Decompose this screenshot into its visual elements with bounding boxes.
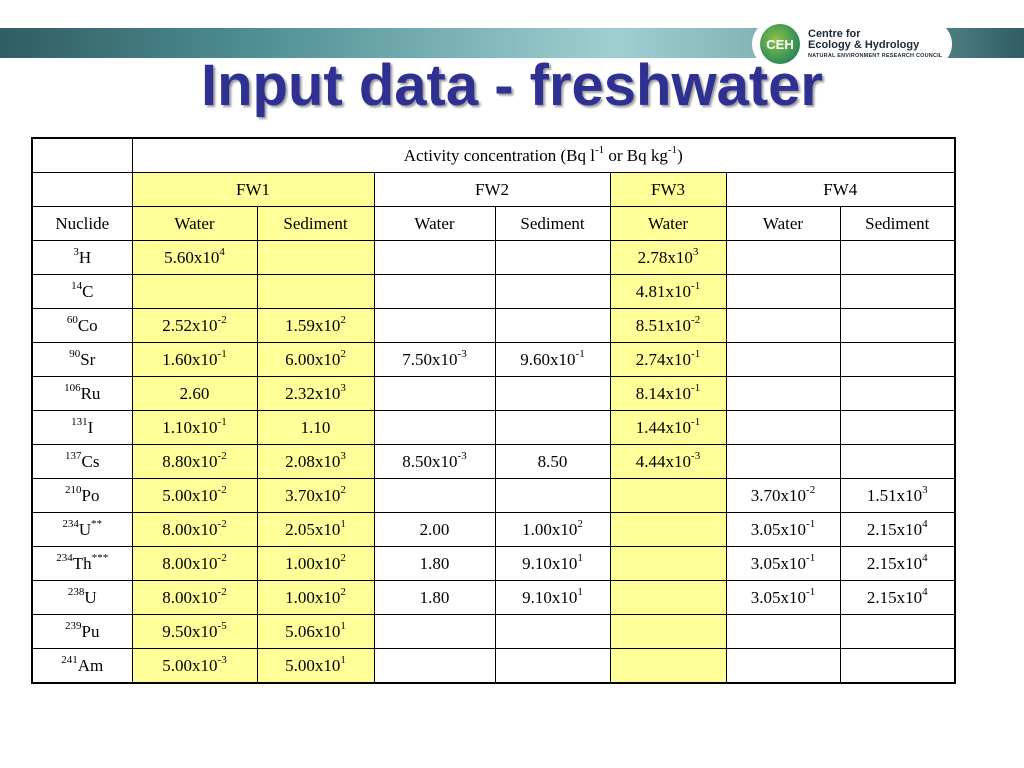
element-symbol: Th <box>72 553 92 573</box>
nuclide-cell <box>32 615 132 649</box>
value-cell <box>610 513 726 547</box>
value-mantissa: 2.78x10 <box>637 247 693 267</box>
mass-number: 238 <box>67 585 85 598</box>
value-cell <box>257 309 374 343</box>
value-cell <box>257 547 374 581</box>
element-symbol: Cs <box>81 451 100 471</box>
value-cell <box>495 411 610 445</box>
value-cell <box>495 547 610 581</box>
value-mantissa: 2.08x10 <box>285 451 341 471</box>
value-exponent: -1 <box>806 517 816 530</box>
value-mantissa: 2.05x10 <box>285 519 341 539</box>
value-exponent: 4 <box>922 551 928 564</box>
value-cell <box>495 513 610 547</box>
value-cell <box>374 581 495 615</box>
value-cell <box>132 479 257 513</box>
value-exponent: -1 <box>691 279 701 292</box>
value-exponent: -1 <box>806 585 816 598</box>
value-mantissa: 3.70x10 <box>750 485 807 505</box>
element-symbol: Pu <box>81 621 100 641</box>
value-exponent: 2 <box>340 551 346 564</box>
value-exponent: -2 <box>217 313 227 326</box>
value-mantissa: 5.00x10 <box>285 655 341 675</box>
value-mantissa: 4.81x10 <box>635 281 692 301</box>
value-exponent: -2 <box>691 313 701 326</box>
value-exponent: 1 <box>340 619 346 632</box>
nuclide-cell <box>32 411 132 445</box>
element-symbol: H <box>78 247 92 267</box>
value-cell <box>257 513 374 547</box>
table-row <box>32 377 955 411</box>
nuclide-cell <box>32 275 132 309</box>
value-cell <box>257 649 374 684</box>
value-mantissa: 9.10x10 <box>522 553 578 573</box>
value-cell <box>840 343 955 377</box>
value-mantissa: 8.00x10 <box>162 553 218 573</box>
value-exponent: -2 <box>217 449 227 462</box>
value-cell <box>726 275 840 309</box>
value-mantissa: 1.00x10 <box>285 587 341 607</box>
header-row-media <box>32 207 955 241</box>
value-exponent: -3 <box>217 653 227 666</box>
value-mantissa: 1.60x10 <box>162 349 218 369</box>
table-row <box>32 547 955 581</box>
table-row <box>32 649 955 684</box>
nuclide-footnote-mark: *** <box>91 551 109 564</box>
table-row <box>32 275 955 309</box>
value-mantissa: 1.59x10 <box>285 315 341 335</box>
mass-number: 210 <box>65 483 82 496</box>
value-cell <box>495 581 610 615</box>
value-exponent: 3 <box>692 245 699 258</box>
value-mantissa: 2.15x10 <box>866 553 923 573</box>
value-exponent: -3 <box>691 449 701 462</box>
nuclide-header: Nuclide <box>32 207 132 241</box>
value-cell <box>257 377 374 411</box>
element-symbol: Co <box>77 315 98 335</box>
table-row <box>32 343 955 377</box>
value-cell <box>257 275 374 309</box>
value-exponent: 2 <box>340 313 346 326</box>
value-cell <box>610 377 726 411</box>
activity-text-1: Activity concentration (Bq l <box>403 145 595 165</box>
value-mantissa: 8.00x10 <box>162 587 218 607</box>
value-cell <box>132 343 257 377</box>
value-cell <box>495 479 610 513</box>
value-cell <box>132 309 257 343</box>
slide-title: Input data - freshwater <box>201 53 823 118</box>
blank-cell <box>32 173 132 207</box>
value-mantissa: 6.00x10 <box>285 349 341 369</box>
value-mantissa: 8.00x10 <box>162 519 218 539</box>
table-row <box>32 615 955 649</box>
value-mantissa: 7.50x10 <box>402 349 458 369</box>
value-mantissa: 1.10x10 <box>162 417 218 437</box>
value-cell <box>726 411 840 445</box>
value-cell <box>132 513 257 547</box>
value-cell <box>374 411 495 445</box>
value-exponent: 2 <box>577 517 583 530</box>
value-exponent: -2 <box>217 585 227 598</box>
value-cell <box>840 547 955 581</box>
value-cell <box>132 275 257 309</box>
value-exponent: -2 <box>806 483 816 496</box>
value-cell <box>257 479 374 513</box>
nuclide-cell <box>32 241 132 275</box>
element-symbol: Am <box>77 655 104 675</box>
value-cell <box>257 445 374 479</box>
value-cell <box>132 411 257 445</box>
table-row <box>32 411 955 445</box>
value-mantissa: 2.15x10 <box>866 587 923 607</box>
value-mantissa: 2.74x10 <box>635 349 692 369</box>
nuclide-cell <box>32 479 132 513</box>
nuclide-cell <box>32 581 132 615</box>
logo-line3: NATURAL ENVIRONMENT RESEARCH COUNCIL <box>808 52 943 59</box>
value-mantissa: 1.44x10 <box>635 417 692 437</box>
value-mantissa: 2.00 <box>419 519 450 539</box>
value-cell <box>257 343 374 377</box>
freshwater-data-table <box>31 137 956 684</box>
value-mantissa: 1.00x10 <box>285 553 341 573</box>
table-row <box>32 479 955 513</box>
value-exponent: 4 <box>922 585 928 598</box>
value-cell <box>374 615 495 649</box>
value-cell <box>495 309 610 343</box>
value-cell <box>610 275 726 309</box>
value-cell <box>726 649 840 684</box>
element-symbol: Sr <box>80 349 96 369</box>
header-row-activity <box>32 138 955 173</box>
value-mantissa: 9.50x10 <box>162 621 218 641</box>
value-cell <box>374 649 495 684</box>
mass-number: 137 <box>65 449 82 462</box>
value-cell <box>257 241 374 275</box>
logo-line2: Ecology & Hydrology <box>808 39 920 52</box>
value-mantissa: 5.06x10 <box>285 621 341 641</box>
site-fw3: FW3 <box>610 173 726 207</box>
value-mantissa: 3.05x10 <box>750 553 807 573</box>
value-exponent: 2 <box>340 585 346 598</box>
value-exponent: -1 <box>806 551 816 564</box>
value-cell <box>374 241 495 275</box>
table-row <box>32 445 955 479</box>
value-mantissa: 2.52x10 <box>162 315 218 335</box>
table-row <box>32 513 955 547</box>
mass-number: 131 <box>71 415 88 428</box>
value-cell <box>610 241 726 275</box>
value-cell <box>257 411 374 445</box>
value-cell <box>610 547 726 581</box>
mass-number: 90 <box>69 347 81 360</box>
value-cell <box>840 615 955 649</box>
value-exponent: -1 <box>217 347 227 360</box>
value-exponent: 1 <box>340 653 346 666</box>
value-cell <box>840 377 955 411</box>
header-row-sites <box>32 173 955 207</box>
value-exponent: 1 <box>340 517 346 530</box>
value-cell <box>610 343 726 377</box>
nuclide-footnote-mark: ** <box>91 517 103 530</box>
value-cell <box>840 581 955 615</box>
value-mantissa: 8.50 <box>537 451 568 471</box>
value-mantissa: 1.51x10 <box>866 485 923 505</box>
nuclide-cell <box>32 343 132 377</box>
logo-line1: Centre for <box>808 27 861 40</box>
media-header: Water <box>374 207 495 241</box>
value-mantissa: 8.50x10 <box>402 451 458 471</box>
element-symbol: Po <box>81 485 100 505</box>
activity-header <box>132 138 955 173</box>
value-cell <box>132 377 257 411</box>
media-header: Water <box>726 207 840 241</box>
value-cell <box>495 445 610 479</box>
value-cell <box>495 343 610 377</box>
value-exponent: 1 <box>577 551 583 564</box>
media-header: Sediment <box>495 207 610 241</box>
media-header: Sediment <box>257 207 374 241</box>
value-cell <box>726 479 840 513</box>
value-cell <box>726 513 840 547</box>
value-cell <box>610 615 726 649</box>
activity-text-2: or Bq kg <box>604 145 668 165</box>
value-cell <box>840 479 955 513</box>
value-mantissa: 1.00x10 <box>522 519 578 539</box>
activity-sup-2: -1 <box>667 143 678 156</box>
value-exponent: 3 <box>340 381 346 394</box>
mass-number: 106 <box>64 381 81 394</box>
value-exponent: 2 <box>340 347 346 360</box>
value-cell <box>610 479 726 513</box>
value-cell <box>726 445 840 479</box>
logo-abbr: CEH <box>766 36 794 52</box>
value-mantissa: 9.10x10 <box>522 587 578 607</box>
value-cell <box>840 513 955 547</box>
value-mantissa: 4.44x10 <box>635 451 692 471</box>
value-cell <box>610 445 726 479</box>
value-cell <box>610 309 726 343</box>
value-mantissa: 3.05x10 <box>750 519 807 539</box>
element-symbol: U <box>84 587 97 607</box>
media-header: Water <box>610 207 726 241</box>
element-symbol: Ru <box>80 383 101 403</box>
site-fw4: FW4 <box>726 173 955 207</box>
value-mantissa: 9.60x10 <box>520 349 576 369</box>
value-cell <box>726 615 840 649</box>
value-cell <box>374 513 495 547</box>
element-symbol: I <box>87 417 94 437</box>
value-cell <box>374 377 495 411</box>
value-mantissa: 8.14x10 <box>635 383 692 403</box>
value-mantissa: 2.60 <box>179 383 210 403</box>
table-row <box>32 581 955 615</box>
nuclide-cell <box>32 513 132 547</box>
activity-sup-1: -1 <box>594 143 605 156</box>
value-cell <box>840 649 955 684</box>
element-symbol: U <box>78 519 92 539</box>
nuclide-cell <box>32 309 132 343</box>
value-cell <box>610 411 726 445</box>
value-exponent: 4 <box>922 517 928 530</box>
value-cell <box>374 479 495 513</box>
mass-number: 234 <box>56 551 73 564</box>
value-cell <box>840 241 955 275</box>
value-exponent: -2 <box>217 551 227 564</box>
value-cell <box>132 547 257 581</box>
mass-number: 234 <box>62 517 79 530</box>
value-mantissa: 1.10 <box>300 417 331 437</box>
value-exponent: -1 <box>691 347 701 360</box>
value-cell <box>132 241 257 275</box>
value-cell <box>374 309 495 343</box>
value-exponent: 3 <box>340 449 346 462</box>
value-cell <box>132 581 257 615</box>
value-mantissa: 1.80 <box>419 587 450 607</box>
value-exponent: 4 <box>219 245 225 258</box>
value-cell <box>374 547 495 581</box>
value-exponent: -3 <box>457 449 467 462</box>
value-cell <box>726 343 840 377</box>
value-cell <box>257 581 374 615</box>
value-cell <box>726 377 840 411</box>
table-row <box>32 241 955 275</box>
nuclide-cell <box>32 445 132 479</box>
value-exponent: 3 <box>922 483 928 496</box>
value-cell <box>840 275 955 309</box>
value-cell <box>610 581 726 615</box>
nuclide-cell <box>32 377 132 411</box>
activity-text-3: ) <box>677 145 683 165</box>
value-mantissa: 5.00x10 <box>162 655 218 675</box>
value-cell <box>495 275 610 309</box>
value-cell <box>374 343 495 377</box>
value-exponent: -1 <box>575 347 585 360</box>
value-cell <box>726 241 840 275</box>
value-exponent: -1 <box>691 381 701 394</box>
value-mantissa: 8.80x10 <box>162 451 218 471</box>
value-cell <box>726 547 840 581</box>
value-cell <box>374 445 495 479</box>
value-cell <box>257 615 374 649</box>
value-mantissa: 5.60x10 <box>164 247 220 267</box>
value-exponent: -3 <box>457 347 467 360</box>
value-exponent: 1 <box>577 585 583 598</box>
table-row <box>32 309 955 343</box>
value-cell <box>840 445 955 479</box>
value-cell <box>132 649 257 684</box>
value-cell <box>495 649 610 684</box>
value-exponent: 2 <box>340 483 346 496</box>
value-cell <box>840 309 955 343</box>
value-cell <box>726 581 840 615</box>
value-mantissa: 5.00x10 <box>162 485 218 505</box>
value-cell <box>495 615 610 649</box>
value-cell <box>610 649 726 684</box>
value-cell <box>132 615 257 649</box>
nuclide-cell <box>32 547 132 581</box>
mass-number: 241 <box>61 653 78 666</box>
mass-number: 14 <box>71 279 83 292</box>
value-mantissa: 2.15x10 <box>866 519 923 539</box>
corner-cell <box>32 138 132 173</box>
value-cell <box>374 275 495 309</box>
value-exponent: -1 <box>217 415 227 428</box>
media-header: Water <box>132 207 257 241</box>
value-mantissa: 1.80 <box>419 553 450 573</box>
site-fw2: FW2 <box>374 173 610 207</box>
mass-number: 3 <box>73 245 79 258</box>
value-cell <box>495 377 610 411</box>
value-cell <box>495 241 610 275</box>
value-mantissa: 8.51x10 <box>635 315 692 335</box>
value-cell <box>840 411 955 445</box>
element-symbol: C <box>82 281 94 301</box>
value-exponent: -2 <box>217 517 227 530</box>
mass-number: 60 <box>66 313 78 326</box>
value-cell <box>132 445 257 479</box>
value-cell <box>726 309 840 343</box>
value-exponent: -2 <box>217 483 227 496</box>
value-exponent: -5 <box>217 619 227 632</box>
value-mantissa: 2.32x10 <box>285 383 341 403</box>
mass-number: 239 <box>65 619 82 632</box>
value-mantissa: 3.70x10 <box>285 485 341 505</box>
value-exponent: -1 <box>691 415 701 428</box>
nuclide-cell <box>32 649 132 684</box>
media-header: Sediment <box>840 207 955 241</box>
value-mantissa: 3.05x10 <box>750 587 807 607</box>
site-fw1: FW1 <box>132 173 374 207</box>
